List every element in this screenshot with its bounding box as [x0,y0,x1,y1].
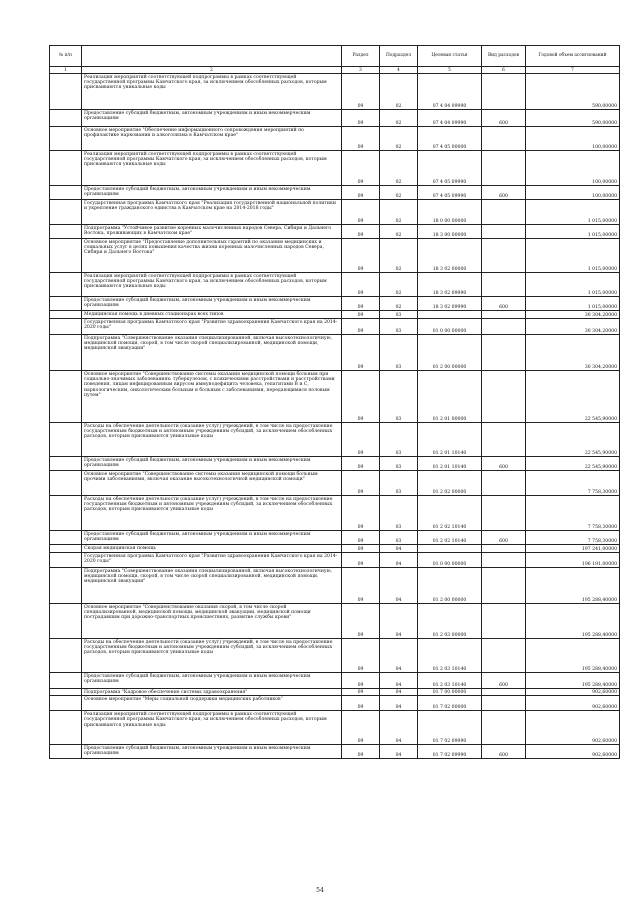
row-subsection-cell: 02 [380,225,418,239]
row-subsection-cell: 02 [380,127,418,151]
row-amount-cell: 195 288,40000 [526,639,620,673]
table-row [50,273,620,297]
row-name-cell: Предоставление субсидий бюджетным, автономным учреждениям и иным некоммерческим организациям [82,110,342,127]
row-expense-cell [482,496,526,531]
row-subsection-cell: 04 [380,745,418,759]
row-amount-cell: 100,00000 [526,186,620,200]
table-row [50,110,620,127]
row-section-cell: 09 [342,745,380,759]
row-target-cell: 01 7 02 00000 [418,696,482,711]
row-subsection-cell: 02 [380,74,418,110]
table-header-row [50,46,620,67]
row-num-cell [50,531,82,545]
row-subsection-cell: 03 [380,423,418,457]
row-amount-cell: 30 304,20000 [526,335,620,371]
row-name-cell: Предоставление субсидий бюджетным, автономным учреждениям и иным некоммерческим организациям [82,457,342,471]
row-name-cell: Предоставление субсидий бюджетным, автономным учреждениям и иным некоммерческим организациям [82,745,342,759]
row-target-cell: 01 2 01 10140 [418,423,482,457]
column-number: 2 [82,67,342,74]
row-name-cell: Основное мероприятие "Обеспечение информационного сопровождения мероприятий по профилактике наркомании и алкоголизма в Камчатском крае" [82,127,342,151]
row-subsection-cell: 03 [380,335,418,371]
row-num-cell [50,297,82,311]
row-num-cell [50,110,82,127]
table-row [50,127,620,151]
row-expense-cell [482,311,526,319]
table-row [50,531,620,545]
row-expense-cell [482,545,526,553]
row-target-cell: 01 2 02 00000 [418,471,482,496]
row-subsection-cell: 02 [380,200,418,225]
table-row [50,689,620,696]
row-name-cell: Скорая медицинская помощь [82,545,342,553]
row-amount-cell: 590,00000 [526,110,620,127]
table-row [50,673,620,689]
row-section-cell: 09 [342,711,380,745]
row-section-cell: 09 [342,319,380,335]
row-name-cell: Расходы на обеспечение деятельности (оказание услуг) учреждений, в том числе на предоставление государственным бюджетным и автономным учреждениям субсидий, за исключением обособленных расходов, которым присваиваются уникальные коды [82,496,342,531]
table-row [50,297,620,311]
row-section-cell: 09 [342,311,380,319]
row-section-cell: 09 [342,673,380,689]
row-num-cell [50,673,82,689]
row-target-cell: 01 2 00 00000 [418,568,482,604]
row-name-cell: Реализация мероприятий соответствующей подпрограммы в рамках соответствующей государственной программы Камчатского края, за исключением обособленных расходов, которым присваиваются уникальные коды [82,151,342,186]
row-section-cell: 09 [342,689,380,696]
row-num-cell [50,239,82,273]
row-amount-cell: 1 015,00000 [526,297,620,311]
row-num-cell [50,689,82,696]
row-name-cell: Государственная программа Камчатского края "Реализация государственной национальной политики и укрепление гражданского единства в Камчатском крае на 2014-2018 годы" [82,200,342,225]
row-subsection-cell: 04 [380,639,418,673]
column-number: 7 [526,67,620,74]
table-body [50,74,620,759]
row-target-cell: 07 4 05 09990 [418,186,482,200]
row-target-cell: 01 7 02 09990 [418,745,482,759]
row-expense-cell [482,604,526,639]
row-target-cell [418,545,482,553]
row-target-cell: 01 7 02 09990 [418,711,482,745]
row-target-cell: 01 2 02 10140 [418,496,482,531]
table-row [50,745,620,759]
header-name [82,46,342,67]
row-expense-cell [482,151,526,186]
row-target-cell: 01 7 00 00000 [418,689,482,696]
row-num-cell [50,186,82,200]
table-row [50,311,620,319]
row-subsection-cell: 02 [380,110,418,127]
row-name-cell: Расходы на обеспечение деятельности (оказание услуг) учреждений, в том числе на предоставление государственным бюджетным и автономным учреждениям субсидий, за исключением обособленных расходов, которым присваиваются уникальные коды [82,639,342,673]
row-amount-cell: 902,60000 [526,745,620,759]
row-subsection-cell: 03 [380,319,418,335]
row-subsection-cell: 04 [380,696,418,711]
table-row [50,335,620,371]
row-amount-cell: 1 015,00000 [526,200,620,225]
row-amount-cell: 7 758,30000 [526,471,620,496]
row-amount-cell: 590,00000 [526,74,620,110]
row-name-cell: Государственная программа Камчатского края "Развитие здравоохранения Камчатского края на 2014-2020 годы" [82,319,342,335]
row-amount-cell: 100,00000 [526,127,620,151]
header-section: Раздел [342,46,380,67]
row-name-cell: Подпрограмма "Устойчивое развитие коренных малочисленных народов Севера, Сибири и Дальнего Востока, проживающих в Камчатском крае" [82,225,342,239]
row-section-cell: 09 [342,371,380,423]
row-name-cell: Предоставление субсидий бюджетным, автономным учреждениям и иным некоммерческим организациям [82,186,342,200]
row-section-cell: 09 [342,423,380,457]
row-num-cell [50,457,82,471]
row-name-cell: Медицинская помощь в дневных стационарах всех типов [82,311,342,319]
row-num-cell [50,423,82,457]
row-target-cell: 01 0 00 00000 [418,319,482,335]
table-row [50,225,620,239]
row-section-cell: 09 [342,110,380,127]
row-name-cell: Подпрограмма "Кадровое обеспечение системы здравоохранения" [82,689,342,696]
column-number-row [50,67,620,74]
row-subsection-cell: 03 [380,311,418,319]
row-section-cell: 09 [342,151,380,186]
row-name-cell: Реализация мероприятий соответствующей подпрограммы в рамках соответствующей государственной программы Камчатского края, за исключением обособленных расходов, которым присваиваются уникальные коды [82,273,342,297]
row-num-cell [50,553,82,568]
row-name-cell: Реализация мероприятий соответствующей подпрограммы в рамках соответствующей государственной программы Камчатского края, за исключением обособленных расходов, которым присваиваются уникальные коды [82,74,342,110]
row-expense-cell [482,371,526,423]
row-name-cell: Предоставление субсидий бюджетным, автономным учреждениям и иным некоммерческим организациям [82,297,342,311]
row-amount-cell: 197 241,00000 [526,545,620,553]
row-expense-cell [482,239,526,273]
table-row [50,553,620,568]
row-amount-cell: 195 288,40000 [526,568,620,604]
row-num-cell [50,496,82,531]
row-amount-cell: 22 545,90000 [526,423,620,457]
row-amount-cell: 1 015,00000 [526,239,620,273]
row-target-cell: 18 3 02 09990 [418,273,482,297]
row-expense-cell: 600 [482,745,526,759]
header-expense: Вид расходов [482,46,526,67]
row-num-cell [50,639,82,673]
row-amount-cell: 195 288,40000 [526,673,620,689]
header-subsection: Подраздел [380,46,418,67]
row-amount-cell: 1 015,00000 [526,273,620,297]
table-row [50,639,620,673]
row-num-cell [50,371,82,423]
row-subsection-cell: 03 [380,371,418,423]
row-subsection-cell: 02 [380,239,418,273]
table-row [50,711,620,745]
row-num-cell [50,151,82,186]
row-num-cell [50,711,82,745]
row-section-cell: 09 [342,568,380,604]
row-amount-cell: 30 304,20000 [526,311,620,319]
row-expense-cell [482,553,526,568]
budget-table-sheet [49,45,619,759]
row-name-cell: Основное мероприятие "Меры социальной поддержки медицинских работников" [82,696,342,711]
row-amount-cell: 22 545,90000 [526,371,620,423]
row-target-cell: 07 4 05 00000 [418,127,482,151]
row-amount-cell: 30 304,20000 [526,319,620,335]
row-num-cell [50,311,82,319]
table-row [50,200,620,225]
row-name-cell: Предоставление субсидий бюджетным, автономным учреждениям и иным некоммерческим организациям [82,531,342,545]
row-target-cell: 07 4 04 09990 [418,110,482,127]
row-num-cell [50,745,82,759]
row-num-cell [50,319,82,335]
column-number: 4 [380,67,418,74]
row-expense-cell [482,200,526,225]
row-subsection-cell: 04 [380,545,418,553]
table-row [50,74,620,110]
table-row [50,496,620,531]
row-section-cell: 09 [342,297,380,311]
row-section-cell: 09 [342,639,380,673]
row-expense-cell: 600 [482,186,526,200]
row-target-cell: 01 2 03 10140 [418,673,482,689]
row-name-cell: Подпрограмма "Совершенствование оказания специализированной, включая высокотехнологичную, медицинской помощи, скорой, в том числе скорой специализированной, медицинской помощи, медицинской эвакуации" [82,568,342,604]
row-subsection-cell: 02 [380,151,418,186]
table-row [50,423,620,457]
row-num-cell [50,471,82,496]
table-row [50,151,620,186]
row-expense-cell: 600 [482,673,526,689]
row-name-cell: Основное мероприятие "Совершенствование оказания скорой, в том числе скорой специализированной, медицинской помощи, медицинской эвакуации, медицинской помощи пострадавшим при дорожно-транспортных происшествиях, развитие службы крови" [82,604,342,639]
row-section-cell: 09 [342,471,380,496]
row-amount-cell: 902,60000 [526,689,620,696]
row-target-cell: 01 0 00 00000 [418,553,482,568]
row-expense-cell [482,225,526,239]
table-row [50,545,620,553]
row-target-cell: 18 3 02 00000 [418,239,482,273]
row-amount-cell: 100,00000 [526,151,620,186]
row-target-cell: 01 2 03 10140 [418,639,482,673]
row-name-cell: Расходы на обеспечение деятельности (оказание услуг) учреждений, в том числе на предоставление государственным бюджетным и автономным учреждениям субсидий, за исключением обособленных расходов, которым присваиваются уникальные коды [82,423,342,457]
row-num-cell [50,225,82,239]
row-target-cell: 07 4 05 09990 [418,151,482,186]
row-num-cell [50,127,82,151]
row-expense-cell [482,74,526,110]
row-num-cell [50,200,82,225]
row-expense-cell: 600 [482,531,526,545]
row-amount-cell: 196 191,00000 [526,553,620,568]
row-name-cell: Предоставление субсидий бюджетным, автономным учреждениям и иным некоммерческим организациям [82,673,342,689]
row-num-cell [50,335,82,371]
row-subsection-cell: 04 [380,689,418,696]
row-target-cell: 18 3 00 00000 [418,225,482,239]
row-num-cell [50,74,82,110]
table-row [50,568,620,604]
row-amount-cell: 1 015,00000 [526,225,620,239]
row-num-cell [50,545,82,553]
row-expense-cell: 600 [482,297,526,311]
row-name-cell: Основное мероприятие "Совершенствование системы оказания медицинской помощи больным при социально-значимых заболеваниях: туберкулезом, с психическими расстройствами и расстройствами поведения, лицам инфицированным вирусом иммунодефицита человека, гепатитами В и С, наркологическим, онкологическим больным и больным с заболеваниями, передающимися половым путем" [82,371,342,423]
row-target-cell: 18 0 00 00000 [418,200,482,225]
page-number: 54 [316,887,324,894]
row-expense-cell [482,423,526,457]
row-subsection-cell: 03 [380,531,418,545]
row-expense-cell [482,319,526,335]
row-section-cell: 09 [342,225,380,239]
row-expense-cell [482,127,526,151]
row-target-cell: 07 4 04 09990 [418,74,482,110]
row-target-cell: 01 2 01 00000 [418,371,482,423]
row-section-cell: 09 [342,186,380,200]
row-amount-cell: 22 545,90000 [526,457,620,471]
row-section-cell: 09 [342,696,380,711]
column-number: 1 [50,67,82,74]
row-section-cell: 09 [342,545,380,553]
row-target-cell: 01 2 01 10140 [418,457,482,471]
row-section-cell: 09 [342,273,380,297]
row-subsection-cell: 04 [380,553,418,568]
row-amount-cell: 902,60000 [526,711,620,745]
budget-table [49,45,620,759]
row-target-cell: 01 2 02 10140 [418,531,482,545]
row-num-cell [50,696,82,711]
row-subsection-cell: 03 [380,496,418,531]
row-subsection-cell: 02 [380,186,418,200]
row-section-cell: 09 [342,74,380,110]
row-section-cell: 09 [342,457,380,471]
row-num-cell [50,273,82,297]
row-section-cell: 09 [342,127,380,151]
row-amount-cell: 902,60000 [526,696,620,711]
row-target-cell [418,311,482,319]
row-name-cell: Основное мероприятие "Предоставление дополнительных гарантий по оказанию медицинских и социальных услуг в целях повышения качества жизни коренных малочисленных народов Севера, Сибири и Дальнего Востока" [82,239,342,273]
row-target-cell: 01 2 00 00000 [418,335,482,371]
row-expense-cell [482,273,526,297]
row-section-cell: 09 [342,239,380,273]
row-section-cell: 09 [342,553,380,568]
table-row [50,696,620,711]
row-name-cell: Государственная программа Камчатского края "Развитие здравоохранения Камчатского края на 2014-2020 годы" [82,553,342,568]
table-row [50,457,620,471]
column-number: 3 [342,67,380,74]
row-section-cell: 09 [342,496,380,531]
row-name-cell: Подпрограмма "Совершенствование оказания специализированной, включая высокотехнологичную, медицинской помощи, скорой, в том числе скорой специализированной, медицинской помощи, медицинской эвакуации" [82,335,342,371]
table-row [50,371,620,423]
row-expense-cell [482,689,526,696]
row-expense-cell: 600 [482,457,526,471]
column-number: 6 [482,67,526,74]
row-subsection-cell: 04 [380,568,418,604]
column-number: 5 [418,67,482,74]
row-amount-cell: 7 758,30000 [526,531,620,545]
table-row [50,319,620,335]
row-subsection-cell: 02 [380,273,418,297]
row-expense-cell [482,335,526,371]
row-section-cell: 09 [342,604,380,639]
row-amount-cell: 7 758,30000 [526,496,620,531]
row-subsection-cell: 04 [380,673,418,689]
row-subsection-cell: 02 [380,297,418,311]
table-row [50,604,620,639]
row-expense-cell [482,639,526,673]
row-name-cell: Основное мероприятие "Совершенствование системы оказания медицинской помощи больным прочими заболеваниями, включая оказание высокотехнологичной медицинской помощи" [82,471,342,496]
header-target: Целевая статья [418,46,482,67]
row-expense-cell [482,471,526,496]
row-expense-cell: 600 [482,110,526,127]
row-subsection-cell: 04 [380,604,418,639]
row-subsection-cell: 04 [380,711,418,745]
row-amount-cell: 195 288,40000 [526,604,620,639]
row-num-cell [50,604,82,639]
header-num: № п/п [50,46,82,67]
row-subsection-cell: 03 [380,471,418,496]
row-num-cell [50,568,82,604]
row-expense-cell [482,696,526,711]
row-expense-cell [482,711,526,745]
row-section-cell: 09 [342,335,380,371]
row-target-cell: 18 3 02 09990 [418,297,482,311]
row-expense-cell [482,568,526,604]
table-row [50,186,620,200]
row-section-cell: 09 [342,531,380,545]
header-amount: Годовой объем ассигнований [526,46,620,67]
table-row [50,471,620,496]
row-subsection-cell: 03 [380,457,418,471]
table-row [50,239,620,273]
row-name-cell: Реализация мероприятий соответствующей подпрограммы в рамках соответствующей государственной программы Камчатского края, за исключением обособленных расходов, которым присваиваются уникальные коды [82,711,342,745]
row-section-cell: 09 [342,200,380,225]
row-target-cell: 01 2 03 00000 [418,604,482,639]
